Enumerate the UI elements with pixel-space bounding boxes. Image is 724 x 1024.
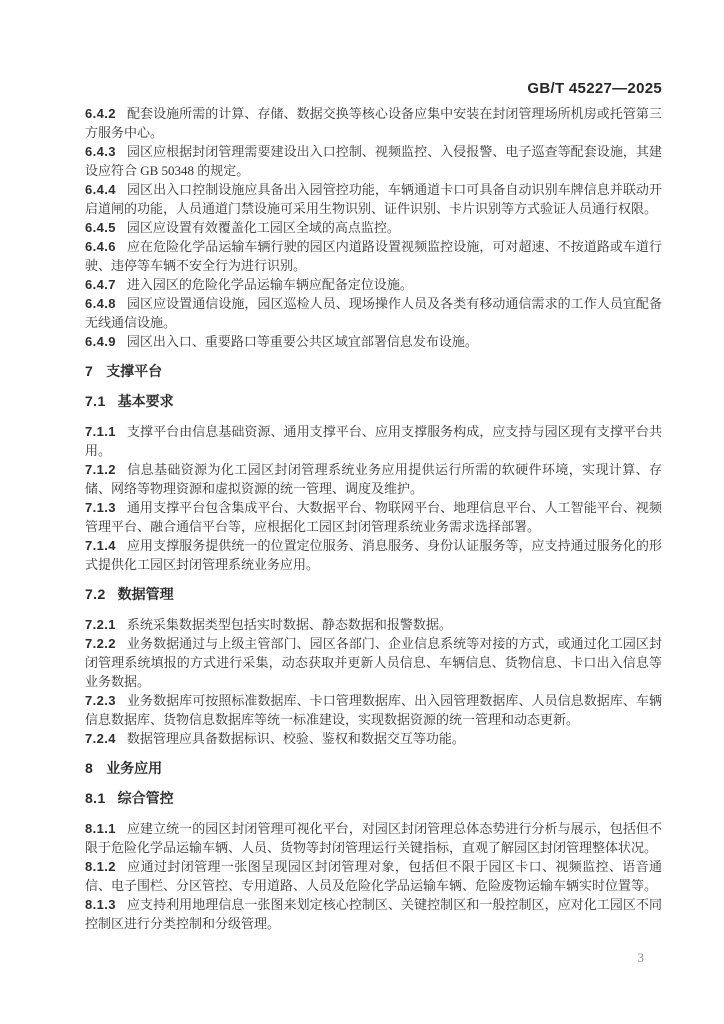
clause-text: 应建立统一的园区封闭管理可视化平台，对园区封闭管理总体态势进行分析与展示，包括但不限于危险化学品运输车辆、人员、货物等封闭管理运行关键指标，直观了解园区封闭管理整体状况。 [85,821,662,855]
heading-number: 7.1 [85,393,106,409]
section-heading-8.1 [85,789,662,808]
page-number: 3 [637,950,644,965]
clause-number: 8.1.2 [85,859,116,874]
clause-6.4.6 [85,237,662,275]
clause-text: 园区出入口控制设施应具备出入园管控功能，车辆通道卡口可具备自动识别车牌信息并联动开启道闸的功能，人员通道门禁设施可采用生物识别、证件识别、卡片识别等方式验证人员通行权限。 [85,182,662,216]
clause-text: 系统采集数据类型包括实时数据、静态数据和报警数据。 [126,617,452,632]
heading-text: 支撑平台 [106,363,163,379]
document-body [85,104,662,933]
clause-7.2.2 [85,634,662,691]
clause-7.1.3 [85,498,662,536]
clause-text: 园区应设置有效覆盖化工园区全域的高点监控。 [126,220,400,235]
clause-text: 园区应根据封闭管理需要建设出入口控制、视频监控、入侵报警、电子巡查等配套设施，其建设应符合 GB 50348 的规定。 [85,144,662,178]
clause-6.4.5 [85,218,662,237]
heading-number: 7.2 [85,586,106,602]
clause-7.2.1 [85,615,662,634]
clause-8.1.3 [85,895,662,933]
clause-number: 6.4.5 [85,220,116,235]
clause-text: 应通过封闭管理一张图呈现园区封闭管理对象，包括但不限于园区卡口、视频监控、语音通信、电子围栏、分区管控、专用道路、人员及危险化学品运输车辆、危险废物运输车辆实时位置等。 [85,859,662,893]
clause-number: 7.2.3 [85,693,116,708]
section-heading-8 [85,759,662,778]
clause-6.4.2 [85,104,662,142]
clause-7.2.3 [85,691,662,729]
clause-number: 6.4.7 [85,277,116,292]
clause-number: 6.4.9 [85,334,116,349]
clause-text: 通用支撑平台包含集成平台、大数据平台、物联网平台、地理信息平台、人工智能平台、视频管理平台、融合通信平台等，应根据化工园区封闭管理系统业务需求选择部署。 [85,500,662,534]
clause-number: 8.1.3 [85,897,116,912]
clause-7.1.4 [85,536,662,574]
clause-text: 应用支撑服务提供统一的位置定位服务、消息服务、身份认证服务等，应支持通过服务化的形式提供化工园区封闭管理系统业务应用。 [85,538,662,572]
clause-text: 业务数据库可按照标准数据库、卡口管理数据库、出入园管理数据库、人员信息数据库、车辆信息数据库、货物信息数据库等统一标准建设，实现数据资源的统一管理和动态更新。 [85,693,662,727]
clause-text: 配套设施所需的计算、存储、数据交换等核心设备应集中安装在封闭管理场所机房或托管第三方服务中心。 [85,106,662,140]
clause-6.4.8 [85,294,662,332]
clause-number: 8.1.1 [85,821,116,836]
clause-text: 园区出入口、重要路口等重要公共区域宜部署信息发布设施。 [126,334,478,349]
section-heading-7 [85,362,662,381]
clause-6.4.4 [85,180,662,218]
heading-number: 7 [85,363,94,379]
heading-text: 综合管控 [117,790,174,806]
clause-text: 园区应设置通信设施，园区巡检人员、现场操作人员及各类有移动通信需求的工作人员宜配备无线通信设施。 [85,296,662,330]
heading-number: 8.1 [85,790,106,806]
clause-8.1.1 [85,819,662,857]
heading-number: 8 [85,760,94,776]
clause-number: 6.4.3 [85,144,116,159]
clause-text: 支撑平台由信息基础资源、通用支撑平台、应用支撑服务构成，应支持与园区现有支撑平台共用。 [85,424,662,458]
clause-number: 6.4.8 [85,296,116,311]
clause-number: 7.1.3 [85,500,116,515]
doc-number: GB/T 45227—2025 [527,80,662,97]
clause-number: 6.4.6 [85,239,116,254]
clause-6.4.3 [85,142,662,180]
clause-7.2.4 [85,729,662,748]
clause-6.4.9 [85,332,662,351]
clause-number: 7.2.2 [85,636,116,651]
clause-7.1.2 [85,460,662,498]
clause-text: 业务数据通过与上级主管部门、园区各部门、企业信息系统等对接的方式，或通过化工园区封闭管理系统填报的方式进行采集，动态获取并更新人员信息、车辆信息、货物信息、卡口出入信息等业务数据。 [85,636,662,689]
clause-text: 信息基础资源为化工园区封闭管理系统业务应用提供运行所需的软硬件环境，实现计算、存储、网络等物理资源和虚拟资源的统一管理、调度及维护。 [85,462,662,496]
clause-text: 应支持利用地理信息一张图来划定核心控制区、关键控制区和一般控制区，应对化工园区不同控制区进行分类控制和分级管理。 [85,897,662,931]
section-heading-7.2 [85,585,662,604]
clause-8.1.2 [85,857,662,895]
heading-text: 基本要求 [117,393,174,409]
section-heading-7.1 [85,392,662,411]
clause-text: 应在危险化学品运输车辆行驶的园区内道路设置视频监控设施，可对超速、不按道路或车道行驶、违停等车辆不安全行为进行识别。 [85,239,662,273]
heading-text: 业务应用 [106,760,163,776]
clause-number: 7.1.4 [85,538,116,553]
clause-number: 6.4.2 [85,106,116,121]
heading-text: 数据管理 [117,586,174,602]
clause-number: 7.2.4 [85,731,116,746]
clause-text: 数据管理应具备数据标识、校验、鉴权和数据交互等功能。 [126,731,465,746]
clause-number: 7.1.1 [85,424,116,439]
clause-number: 7.2.1 [85,617,116,632]
clause-number: 6.4.4 [85,182,116,197]
clause-6.4.7 [85,275,662,294]
clause-number: 7.1.2 [85,462,116,477]
clause-text: 进入园区的危险化学品运输车辆应配备定位设施。 [126,277,413,292]
clause-7.1.1 [85,422,662,460]
